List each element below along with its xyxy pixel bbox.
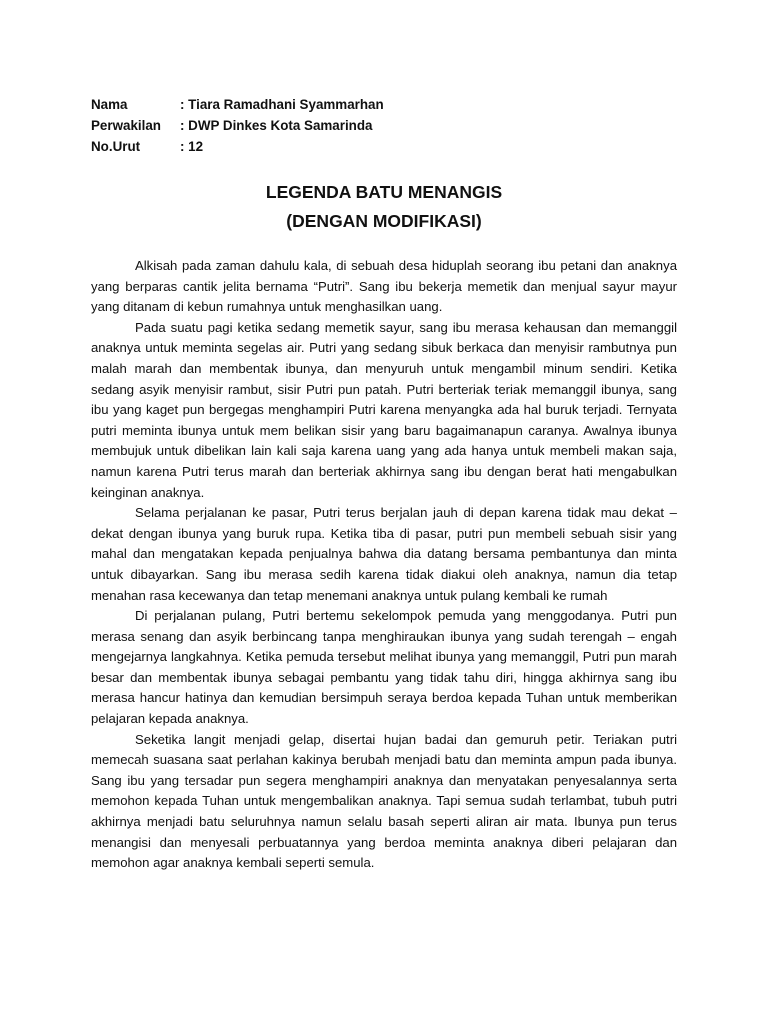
info-value: : 12 — [180, 139, 204, 154]
info-value: : DWP Dinkes Kota Samarinda — [180, 118, 373, 133]
story-body — [91, 256, 677, 874]
info-value: : Tiara Ramadhani Syammarhan — [180, 97, 384, 112]
story-title — [0, 178, 768, 236]
paragraph-5: Seketika langit menjadi gelap, disertai hujan badai dan gemuruh petir. Teriakan putri memecah suasana saat perlahan kakinya berubah menjadi batu dan meminta ampun pada ibunya. Sang ibu yang tersadar pun segera menghampiri anaknya dan menyatakan penyesalannya serta memohon kepada Tuhan untuk mengembalikan anaknya. Tapi semua sudah terlambat, tubuh putri akhirnya menjadi batu seluruhnya namun selalu basah seperti aliran air mata. Ibunya pun terus menangisi dan menyesali perbuatannya yang berdoa meminta anaknya diberi pelajaran dan memohon agar anaknya kembali seperti semula. — [91, 731, 677, 871]
paragraph-2: Pada suatu pagi ketika sedang memetik sayur, sang ibu merasa kehausan dan memanggil anaknya untuk meminta segelas air. Putri yang sedang sibuk berkaca dan menyisir rambutnya pun malah marah dan membentak ibunya, dan menyuruh untuk mengambil minum sendiri. Ketika sedang asyik menyisir rambut, sisir Putri pun patah. Putri berteriak teriak memanggil ibunya, sang ibu yang kaget pun bergegas menghampiri Putri karena menyangka ada hal buruk terjadi. Ternyata putri meminta ibunya untuk mem belikan sisir yang baru bagaimanapun caranya. Awalnya ibunya membujuk untuk dibelikan lain kali saja karena uang yang ada hanya untuk membeli makan saja, namun karena Putri terus marah dan berteriak akhirnya sang ibu dengan berat hati mengabulkan keinginan anaknya. — [91, 319, 677, 500]
paragraph-3: Selama perjalanan ke pasar, Putri terus berjalan jauh di depan karena tidak mau dekat – dekat dengan ibunya yang buruk rupa. Ketika tiba di pasar, putri pun membeli sebuah sisir yang mahal dan mengatakan kepada penjualnya bahwa dia datang bersama pembantunya dan minta untuk dibayarkan. Sang ibu merasa sedih karena tidak diakui oleh anaknya, namun dia tetap menahan rasa kecewanya dan tetap menemani anaknya untuk pulang kembali ke rumah — [91, 505, 677, 603]
author-info — [91, 94, 384, 157]
title-line-2: (DENGAN MODIFIKASI) — [286, 211, 482, 231]
info-label: Perwakilan — [91, 118, 161, 133]
paragraph-4: Di perjalanan pulang, Putri bertemu sekelompok pemuda yang menggodanya. Putri pun merasa senang dan asyik berbincang tanpa menghiraukan ibunya yang sudah terengah – engah mengejarnya langkahnya. Ketika pemuda tersebut melihat ibunya yang memanggil, Putri pun marah besar dan membentak ibunya sebagai pembantu yang tidak tahu diri, hingga akhirnya sang ibu merasa hancur hatinya dan kemudian bersimpuh seraya berdoa kepada Tuhan untuk memberikan pelajaran kepada anaknya. — [91, 608, 677, 727]
info-label: Nama — [91, 97, 128, 112]
paragraph-1: Alkisah pada zaman dahulu kala, di sebuah desa hiduplah seorang ibu petani dan anaknya yang berparas cantik jelita bernama “Putri”. Sang ibu bekerja memetik dan menjual sayur mayur yang ditanam di kebun rumahnya untuk menghasilkan uang. — [91, 258, 677, 315]
info-row-number — [91, 136, 384, 157]
title-line-1: LEGENDA BATU MENANGIS — [265, 182, 503, 202]
info-label: No.Urut — [91, 139, 141, 154]
info-row-representative — [91, 115, 384, 136]
info-row-name — [91, 94, 384, 115]
